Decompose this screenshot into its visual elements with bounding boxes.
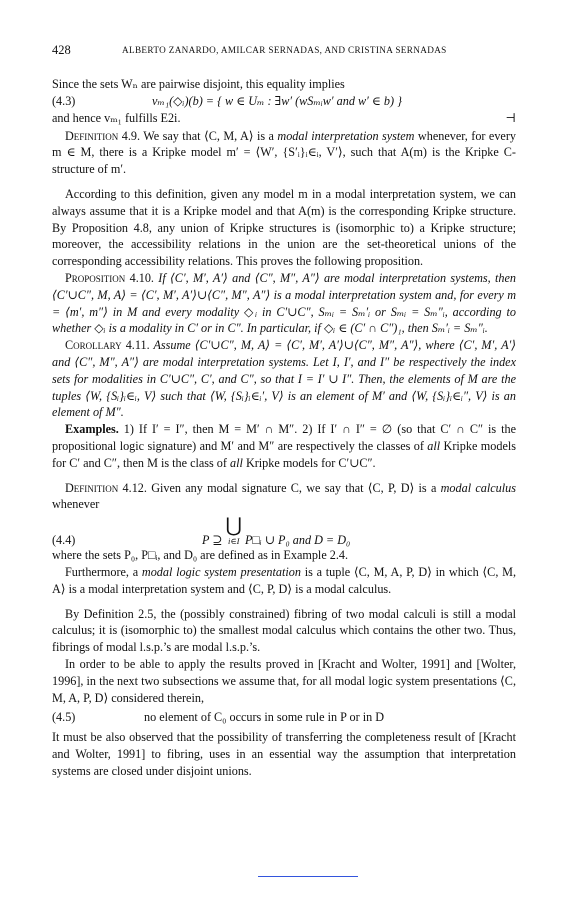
- corollary-heading: Corollary 4.11.: [65, 338, 150, 353]
- proposition-text: If ⟨C′, M′, A′⟩ and ⟨C″, M″, A″⟩ are modal interpretation systems, then ⟨C′∪C″, M, A⟩ = ⟨C′, M′, A′⟩∪⟨C″, M″, A″⟩ is a modal interpretation system and, for every m = ⟨m′, m″⟩ in M and every modality ◇ᵢ in C′∪C″, Sₘᵢ = Sₘ′ᵢ or Sₘᵢ = Sₘ″ᵢ, according to whether ◇ᵢ is a modality in C′ or in C″. In particular, if ◇ᵢ ∈ (C′ ∩ C″)₁, then Sₘ′ᵢ = Sₘ″ᵢ.: [52, 270, 516, 336]
- definition-4-12: [52, 480, 516, 514]
- definition-term: modal logic system presentation: [141, 564, 301, 579]
- corollary-4-11: [52, 337, 516, 421]
- paragraph: In order to be able to apply the results proved in [Kracht and Wolter, 1991] and [Wolter, 1996], in the next two subsections we assume that, for all modal logic system presentations ⟨C, M, A, P, D⟩ considered therein,: [52, 656, 516, 705]
- running-header: [52, 43, 522, 59]
- equation-body: vₘ₁(◇ᵢ)(b) = { w ∈ Uₘ : ∃w′ (wSₘᵢw′ and w′ ∈ b) }: [152, 93, 402, 108]
- paragraph: [52, 564, 516, 598]
- definition-4-9: [52, 128, 516, 178]
- definition-term: modal calculus: [440, 480, 516, 495]
- definition-text: whenever, for every m ∈ M, there is a Kripke model m′ = ⟨W′, {S′ᵢ}ᵢ∈ᵢ, V′⟩, such that A(m) is the Kripke C-structure of m′.: [52, 128, 516, 177]
- paragraph: [52, 110, 516, 127]
- definition-heading: Definition 4.9.: [65, 128, 141, 143]
- corollary-text: Assume ⟨C′∪C″, M, A⟩ = ⟨C′, M′, A′⟩∪⟨C″, M″, A″⟩, where ⟨C′, M′, A′⟩ and ⟨C″, M″, A″⟩ are modal interpretation systems. Let I, I′, and I″ be respectively the index sets for modalities in C′∪C″, C′, and C″, so that I = I′ ∪ I″. Then, the elements of M are the tuples ⟨W, {Sᵢ}ᵢ∈ᵢ, V⟩ such that ⟨W, {Sᵢ}ᵢ∈ᵢ′, V⟩ is an element of M′ and ⟨W, {Sᵢ}ᵢ∈ᵢ″, V⟩ is an element of M″.: [52, 338, 516, 420]
- equation-body: [142, 517, 516, 549]
- examples-text: Kripke models for C′ and C″, then M is the class of: [52, 438, 516, 470]
- proposition-4-10: [52, 270, 516, 337]
- running-title: ALBERTO ZANARDO, AMILCAR SERNADAS, AND CRISTINA SERNADAS: [122, 45, 447, 55]
- examples: [52, 421, 516, 471]
- examples-heading: Examples.: [65, 422, 119, 437]
- condition-4-5: [52, 709, 516, 726]
- examples-text: 1) If I′ = I″, then M = M′ ∩ M″. 2) If I′ ∩ I″ = ∅ (so that C′ ∩ C″ is the propositional logic signature) and M′ and M″ are respectively the classes of: [52, 422, 516, 453]
- proposition-heading: Proposition 4.10.: [65, 270, 154, 285]
- paragraph: Since the sets Wₙ are pairwise disjoint, this equality implies: [52, 77, 345, 91]
- paragraph-text: and hence vₘ₁ fulfills E2i.: [52, 110, 181, 125]
- body-text: [52, 76, 516, 780]
- definition-term: modal interpretation system: [277, 128, 415, 143]
- definition-heading: Definition 4.12.: [65, 480, 147, 495]
- equation-4-3: [52, 93, 516, 110]
- condition-text: no element of C₀ occurs in some rule in P or in D: [144, 710, 385, 725]
- equation-label: (4.5): [52, 710, 76, 725]
- definition-text: Given any modal signature C, we say that ⟨C, P, D⟩ is a: [146, 480, 441, 495]
- emphasis: all: [427, 438, 441, 453]
- equation-part: P□ᵢ ∪ P₀ and D = D₀: [241, 533, 351, 548]
- union-symbol: ⋃: [225, 515, 242, 538]
- equation-4-4: [52, 517, 516, 547]
- equation-label: (4.4): [52, 533, 76, 548]
- footer-rule: [258, 876, 358, 877]
- definition-text: We say that ⟨C, M, A⟩ is a: [140, 128, 278, 143]
- definition-text: whenever: [52, 497, 100, 512]
- paragraph: It must be also observed that the possibility of transferring the completeness result of [Kracht and Wolter, 1991] to fibring, uses in an essential way the assumption that interpretation systems are closed under disjoint unions.: [52, 730, 516, 778]
- paragraph: According to this definition, given any model m in a modal interpretation system, we can always assume that it is a Kripke model and that A(m) is the corresponding Kripke structure. By Proposition 4.8, any union of Kripke structures is (isomorphic to) a Kripke structure; moreover, the accessibility relations in the union are the set-theoretical unions of the corresponding accessibility relations. This proves the following proposition.: [52, 186, 516, 269]
- paragraph: By Definition 2.5, the (possibly constrained) fibring of two modal calculi is still a modal calculus; it is (isomorphic to) the smallest modal calculus which contains the other two. Thus, fibrings of modal l.s.p.’s are modal l.s.p.’s.: [52, 606, 516, 655]
- union-index: i∈I: [227, 536, 240, 547]
- paragraph: where the sets P₀, P□ᵢ, and D₀ are defined as in Example 2.4.: [52, 548, 349, 563]
- equation-part: P ⊇: [202, 533, 226, 548]
- equation-label: (4.3): [52, 93, 76, 108]
- paragraph-text: Furthermore, a: [65, 564, 142, 579]
- big-union: [226, 517, 242, 546]
- emphasis: all: [230, 455, 243, 470]
- examples-text: Kripke models for C′∪C″.: [242, 455, 376, 470]
- paragraph-text: is a tuple ⟨C, M, A, P, D⟩ in which ⟨C, M, A⟩ is a modal interpretation system and ⟨C, P, D⟩ is a modal calculus.: [52, 564, 516, 596]
- page-number: 428: [52, 43, 71, 57]
- qed-mark: ⊣: [505, 110, 516, 125]
